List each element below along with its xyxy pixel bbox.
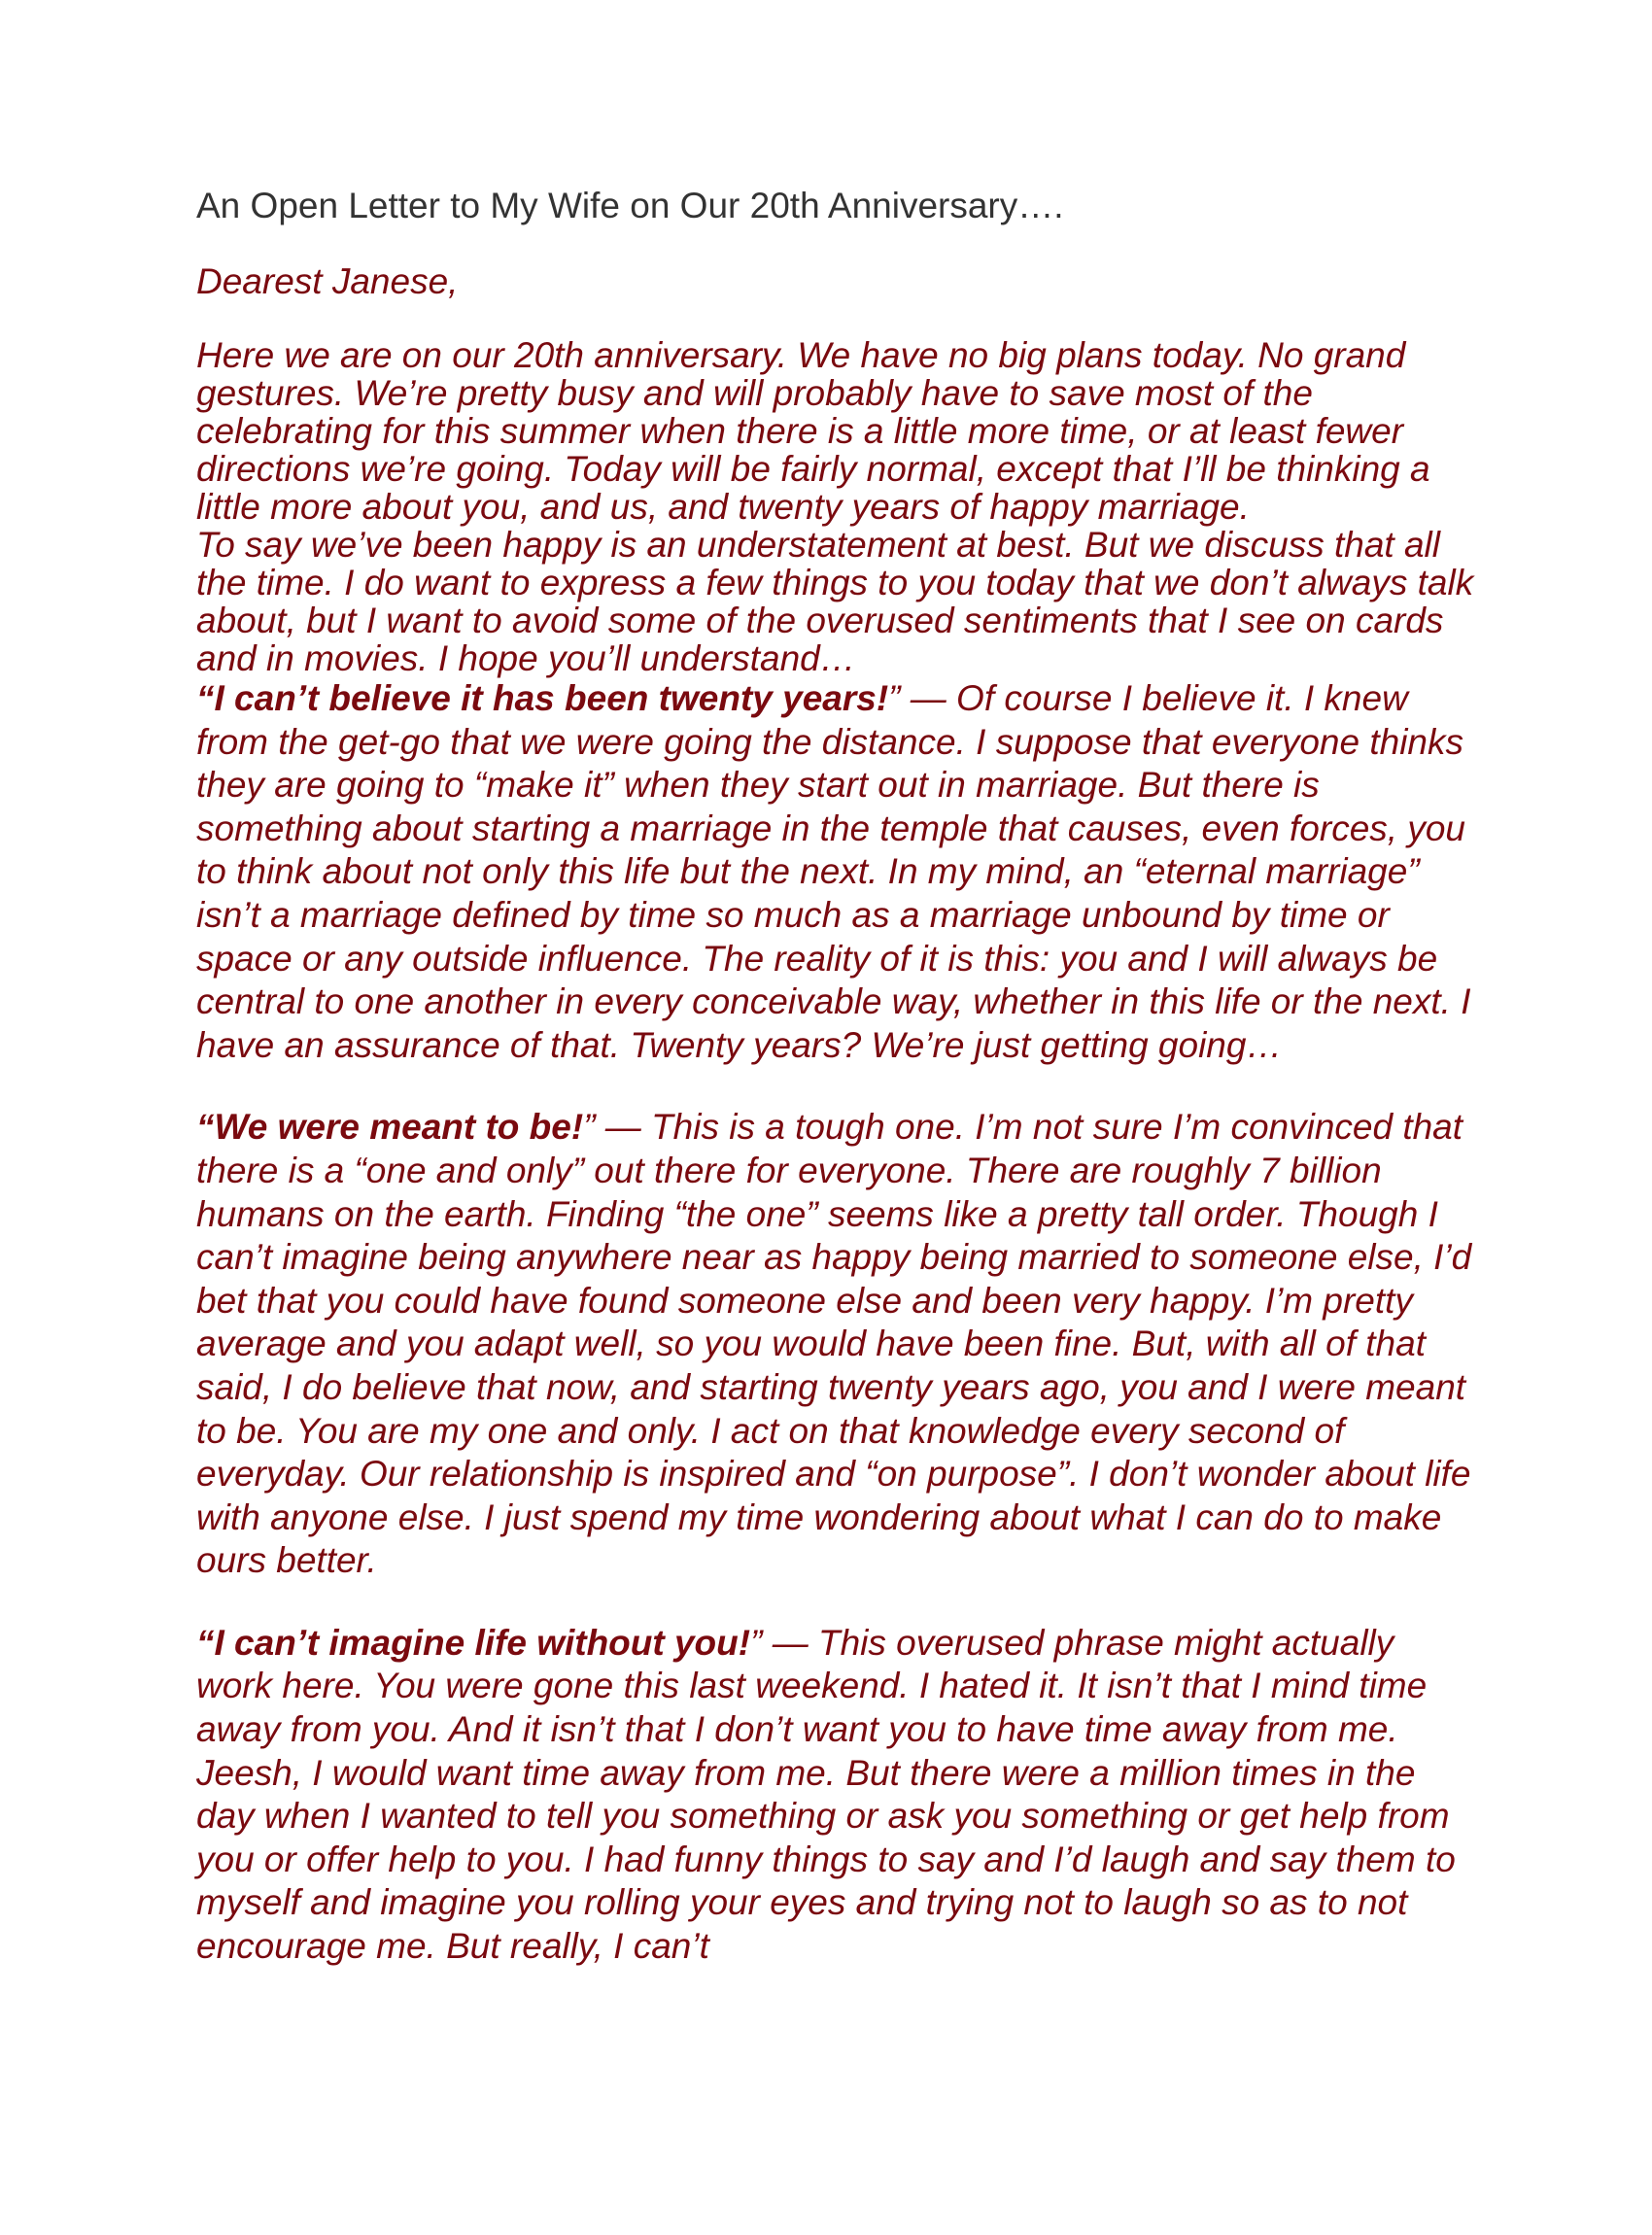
paragraph-intro	[196, 336, 1479, 526]
paragraph-text: ” — Of course I believe it. I knew from the get-go that we were going the distance. I suppose that everyone thinks they are going to “make it” when they start out in marriage. But there is something about starting a marriage in the temple that causes, even forces, you to think about not only this life but the next. In my mind, an “eternal marriage” isn’t a marriage defined by time so much as a marriage unbound by time or space or any outside influence. The reality of it is this: you and I will always be central to one another in every conceivable way, whether in this life or the next. I have an assurance of that. Twenty years? We’re just getting going…	[196, 678, 1471, 1065]
paragraph-happy	[196, 526, 1479, 677]
paragraph-lead: “I can’t imagine life without you!	[196, 1622, 751, 1663]
paragraph-meant-to-be	[196, 1106, 1479, 1583]
paragraph-life-without-you	[196, 1622, 1479, 1969]
letter-body	[196, 185, 1479, 1969]
document-title: An Open Letter to My Wife on Our 20th Anniversary….	[196, 186, 1064, 225]
paragraph-text: ” — This is a tough one. I’m not sure I’m convinced that there is a “one and only” out there for everyone. There are roughly 7 billion humans on the earth. Finding “the one” seems like a pretty tall order. Though I can’t imagine being anywhere near as happy being married to someone else, I’d bet that you could have found someone else and been very happy. I’m pretty average and you adapt well, so you would have been fine. But, with all of that said, I do believe that now, and starting twenty years ago, you and I were meant to be. You are my one and only. I act on that knowledge every second of everyday. Our relationship is inspired and “on purpose”. I don’t wonder about life with anyone else. I just spend my time wondering about what I can do to make ours better.	[196, 1107, 1472, 1581]
paragraph-lead: “I can’t believe it has been twenty years!	[196, 678, 889, 718]
paragraph-lead: “We were meant to be!	[196, 1107, 584, 1148]
paragraph-text: Here we are on our 20th anniversary. We have no big plans today. No grand gestures. We’re pretty busy and will probably have to save most of the celebrating for this summer when there is a little more time, or at least fewer directions we’re going. Today will be fairly normal, except that I’ll be thinking a little more about you, and us, and twenty years of happy marriage.	[196, 335, 1430, 527]
paragraph-text: To say we’ve been happy is an understatement at best. But we discuss that all the time. I do want to express a few things to you today that we don’t always talk about, but I want to avoid some of the overused sentiments that I see on cards and in movies. I hope you’ll understand…	[196, 525, 1474, 678]
paragraph-twenty-years	[196, 677, 1479, 1067]
salutation: Dearest Janese,	[196, 261, 459, 301]
paragraph-text: ” — This overused phrase might actually work here. You were gone this last weekend. I hated it. It isn’t that I mind time away from you. And it isn’t that I don’t want you to have time away from me. Jeesh, I would want time away from me. But there were a million times in the day when I wanted to tell you something or ask you something or get help from you or offer help to you. I had funny things to say and I’d laugh and say them to myself and imagine you rolling your eyes and trying not to laugh so as to not encourage me. But really, I can’t	[196, 1622, 1456, 1967]
